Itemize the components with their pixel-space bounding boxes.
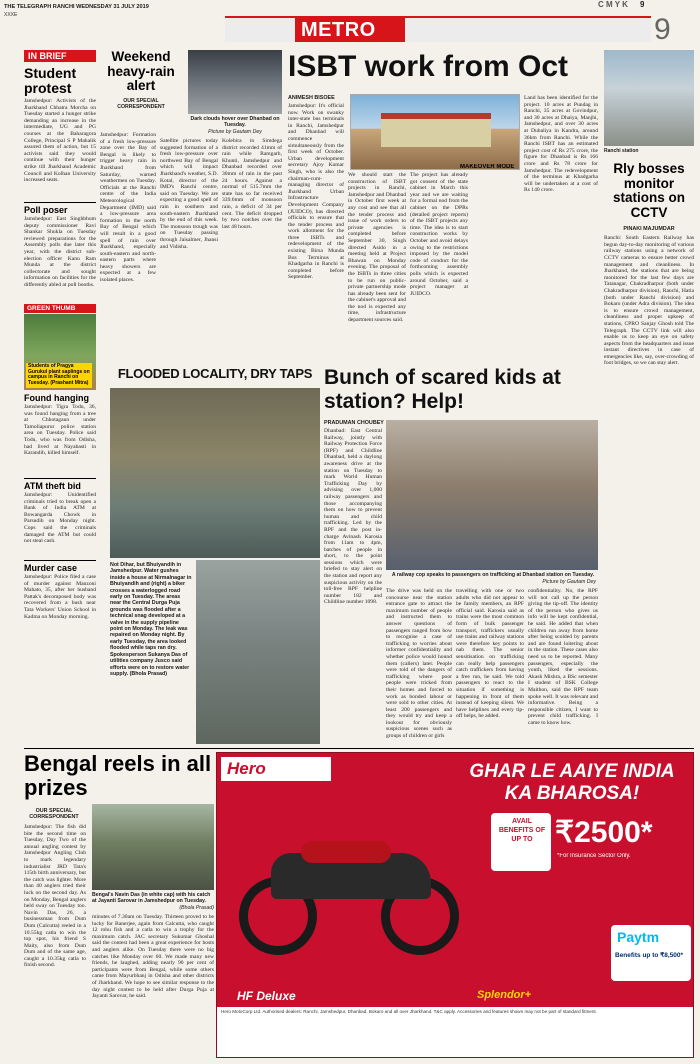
atm-theft-title: ATM theft bid <box>24 481 81 491</box>
murder-case-title: Murder case <box>24 563 78 573</box>
bike-model: HF Deluxe <box>237 989 296 1003</box>
offer-note: *For Insurance Sector Only. <box>557 853 631 859</box>
weekend-rain-photo-credit: Picture by Gautam Dey <box>208 129 262 135</box>
isbt-byline: ANIMESH BISOEE <box>288 95 335 101</box>
hero-brand: Hero <box>227 759 266 778</box>
terminal-building <box>381 113 491 147</box>
rly-photo-caption: Ranchi station <box>604 148 639 154</box>
isbt-body-4: Land has been identified for the project. 10 acres at Pundag in Ranchi, 35 acres at Govindpur, and 30 acres at Dhaiya, Manjhi, Jamshedpur, and over 30 acres at Dubaliya in Kandra, around 36km from Ranchi. While the Ranchi ISBT has an estimated project cost of Rs 275 crore, the figure for Dhanbad is Rs 166 crore and Rs 78 crore for Jamshedpur. The redevelopment of the terminus at Khadgarha will be undertaken at a cost of Rs 140 crore. <box>524 95 598 194</box>
ad-fine-print: Hero MotoCorp Ltd. Authorised dealers: Ranchi, Jamshedpur, Dhanbad, Bokaro and all over Jharkhand. T&C apply. Accessories and features shown may not be part of standard fitment. <box>221 1009 597 1014</box>
bunch-body-2: The drive was held on the concourse near the station entrance gate to attract the maximum number of people and instructed them to answer questions of passengers ranged from how to recognise a case of trafficking to worries about informer confidentiality and whether police would hound them (callers) later. People were told of the dangers of trafficking where poor people were tricked from their homes and forced to work as bonded labour or were sold to other cities. At least 200 passengers and they would try and keep a lookout for obviously suspicious scenes such as groups of children or girls <box>386 588 452 740</box>
masthead-dateline: THE TELEGRAPH RANCHI WEDNESDAY 31 JULY 2019 <box>4 4 149 10</box>
divider <box>24 202 96 203</box>
bunch-photo-caption: A railway cop speaks to passengers on trafficking at Dhanbad station on Tuesday. <box>391 572 595 578</box>
weekend-rain-byline: OUR SPECIAL CORRESPONDENT <box>117 97 165 110</box>
weekend-rain-title: Weekend heavy-rain alert <box>107 50 175 93</box>
flooded-photo-2 <box>196 560 320 744</box>
bengal-reels-photo-caption: Bengal's Navin Das (in white cap) with his catch at Jayanti Sarovar in Jamshedpur on Tuesday. <box>92 892 211 905</box>
section-divider <box>24 748 694 749</box>
bengal-reels-title: Bengal reels in all prizes <box>24 752 212 800</box>
bunch-story <box>324 366 600 746</box>
isbt-photo-label: MAKEOVER MODE <box>460 164 515 170</box>
murder-case-body: Jamshedpur: Police filed a case of murder against Manzoni Mahato, 35, after her husband Pattak's decomposed body was recovered from a bush near Tata Workers' Union School in Kadma on Monday morning. <box>24 574 96 620</box>
offer-amount: ₹2500* <box>555 816 653 849</box>
green-thumb-caption: Students of Pragya Gurukul plant saplings on campus in Ranchi on Tuesday. (Prashant Mitra) <box>26 363 92 388</box>
bengal-reels-story <box>24 752 216 1058</box>
rly-bosses-byline: PINAKI MAJUMDAR <box>623 226 675 233</box>
isbt-body-2: We should start the construction of ISBT projects in Ranchi, Jamshedpur and Dhanbad in October first week at any cost and see that all the tender process and issue of work orders to private agencies is completed before September 30, Singh directed Asido in a meeting held at Project Bhawan on Monday evening. The proposal of the ISBTs in three cities to be run on public-private partnership mode has already been sent for the cabinet's approval and the nod is expected any time, infrastructure department sources said. <box>348 172 406 324</box>
bunch-byline: PRADUMAN CHOUBEY <box>324 420 384 426</box>
flooded-caption: Not Dihar, but Bhuiyandih in Jamshedpur. Water gushes inside a house at Nirmalnagar in Bhuiyandih and (right) a biker crosses a waterlogged road early on Tuesday. The areas near the Central Durga Puja grounds was flooded after a technical snag developed at a valve in the supply pipeline point on Monday. The leak was repaired on Monday night. By early Tuesday, the area looked flooded while taps ran dry. Spokesperson Sukanya Das of utilities company Jusco said efforts were on to restore water supply. (Bhola Prasad) <box>110 562 192 677</box>
bengal-reels-byline: OUR SPECIAL CORRESPONDENT <box>29 808 79 820</box>
bengal-reels-photo <box>92 804 214 890</box>
weekend-rain-photo-caption: Dark clouds hover over Dhanbad on Tuesday. <box>190 116 280 129</box>
rly-bosses-story <box>604 50 694 744</box>
top-page-number: 9 <box>640 0 645 9</box>
bengal-reels-body-2: minutes of 7.30am on Tuesday. Thirteen proved to be lucky for Banerjee, again from Calcutta, who caught 12 rohu fish and a catla to win a trophy for the maximum catch. JAC secretary Sukumar Ghoshal said the contest had been a great experience for hosts and anglers alike. On Tuesday there were no big catches like Monday over 60. We made many new friends, he laughed, adding nearly 90 per cent of participants were from Bengal, while some others came from Mayurbhanj in Odisha and other districts of Jharkhand. We hope to see similar response to the day night contest to be held after Durga Puja at Jayanti Sarovar, he said. <box>92 914 214 1000</box>
flooded-story <box>110 366 320 744</box>
bunch-body-3: travelling with one or two adults who did not appear to be family members, an RPF official said. Karosia said as trains were the most common form of bulk passenger transport, traffickers usually use trains and railway stations were therefore key points to nab them. The senior sensitisation on trafficking can really help passengers catch traffickers from having a free run, he said. We told passengers to react to the situation if something is happening in front of them instead of keeping silent. We have helplines and every tip-off helps, he added. <box>456 588 524 720</box>
weekend-rain-story <box>100 50 282 364</box>
in-brief-column <box>24 50 96 744</box>
divider <box>24 560 96 561</box>
page-number: 9 <box>654 13 671 46</box>
student-protest-title: Student protest <box>24 65 77 96</box>
paytm-logo: Paytm <box>617 929 660 945</box>
paytm-offer: Benefits up to ₹8,500* <box>615 952 684 959</box>
isbt-story <box>288 50 600 364</box>
found-hanging-title: Found hanging <box>24 393 89 403</box>
bunch-photo <box>386 420 598 570</box>
flooded-title: FLOODED LOCALITY, DRY TAPS <box>117 366 313 381</box>
isbt-body-3: The project has already got consent of the state cabinet in March this year and we are waiting for a formal nod from the cabinet on the DPRs (detailed project reports) of the ISBT projects any time. The idea is to start construction works by October and avoid delays owing to the restrictions imposed by the model code of conduct for the forthcoming assembly polls which is expected around October, said a project manager at JUIDCO. <box>410 172 468 297</box>
bike-model-2: Splendor+ <box>477 989 532 1001</box>
section-band <box>225 16 651 42</box>
rly-bosses-title: Rly bosses monitor stations on CCTV <box>612 161 685 220</box>
poll-poser-body: Jamshedpur: East Singhbhum deputy commissioner Ravi Shankar Shukla on Tuesday reviewed preparations for the Assembly polls due later this year, with the district sub-election officer Kanu Ram Munda at the district collectorate and sought information on facilities for the differently abled at poll booths. <box>24 216 96 288</box>
bike-tank <box>301 841 391 863</box>
bunch-body-1: Dhanbad: East Central Railway, jointly with Railway Protection Force (RPF) and Childline Dhanbad, held a daylong awareness drive at the station on Tuesday to mark World Human Trafficking Day by advising over 1,000 railway passengers and those accompanying them on how to prevent human and child trafficking. Led by the RPF and the post in-charge Avinash Karosia from 11am to 4pm, batches of people in short, to the point sessions which were briefed to stay alert on the station and report any suspicious activity on the toll-free RPF helpline number 182 and Childline number 1098. <box>324 428 382 606</box>
rly-photo <box>604 50 694 146</box>
found-hanging-body: Jamshedpur: Tigra Todu, 36, was found hanging from a tree at Chhotagaun under Tamoliapurur police station area on Tuesday. Police said Todu, who was from Odisha, had lived at Nayabasti in Karandih, killed himself. <box>24 404 96 457</box>
edition-code: XXXE <box>4 12 18 18</box>
bunch-body-4: confidentiality. No, the RPF will not call up the person giving the tip-off. The identity of the person who gives us info will be kept confidential, he said. He added that when children run away from home after being scolded by parents and are found loitering about in the station. These cases also need us to be reported. Many passengers, especially the youth, liked the sessions. Akash Mishra, a BSc semester I student of BSK College Maithon, said the RPF team spoke well. It was relevant and informative. Being a responsible citizen, I want to prevent child trafficking. I came to know how. <box>528 588 598 726</box>
flooded-photo-1 <box>110 388 320 558</box>
green-thumb-label: GREEN THUMB <box>24 304 96 313</box>
atm-theft-body: Jamshedpur: Unidentified criminals tried to break open a Bank of India ATM at Bowangarda Chowk in Parsudih on Monday night. Cops said the criminals damaged the ATM but could not steal cash. <box>24 492 96 545</box>
green-thumb-photo <box>24 314 96 390</box>
avail-text: AVAIL BENEFITS OF UP TO <box>498 818 546 843</box>
bengal-reels-photo-credit: (Bhola Prasad) <box>179 905 214 911</box>
in-brief-label: IN BRIEF <box>24 50 96 62</box>
isbt-body-1: Jamshedpur: It's official now. Work on swanky inter-state bus terminals in Ranchi, Jamshedpur and Dhanbad will commence simultaneously from the first week of October. Urban development secretary Ajoy Kumar Singh, who is also the chairman-cum-managing director of Jharkhand Urban Infrastructure Development Company (JUIDCO), has directed officials to ensure that the tender process and work allotment for the three ISBTs and redevelopment of the existing Birsa Munda Bus Terminus at Khadgarha in Ranchi is completed before September. <box>288 103 344 281</box>
divider <box>24 478 96 479</box>
isbt-title: ISBT work from Oct <box>288 50 569 83</box>
cmyk-marks: C M Y K <box>598 0 628 9</box>
student-protest-body: Jamshedpur: Activists of the Jharkhand Chhatra Morcha on Tuesday started a hunger strike demanding an increase in the intermediate, UG and PG courses at the Baharagora College, Principal S P Mahalik assured them of action, but 15 activists said they would continue with their hunger strike till Jharkhand Academic Council and Kolhan University increased seats. <box>24 98 96 184</box>
isbt-photo <box>350 94 520 170</box>
weekend-rain-body-2: Satellite pictures today suggested formation of a fresh low-pressure over northwest Bay of Bengal which will impact Jharkhand's weather, S.D. Kotal, director of the IMD's Ranchi centre, said on Tuesday. We are expecting a good spell of rain in southern and south-eastern Jharkhand by the end of this week. The monsoon trough was on Tuesday passing through Jaisalmer, Jhansi and Vidisha. <box>160 138 218 250</box>
section-title: METRO <box>301 19 376 41</box>
weekend-rain-photo <box>188 50 282 114</box>
hero-advert <box>216 752 694 1058</box>
bunch-title: Bunch of scared kids at station? Help! <box>324 366 561 413</box>
ad-headline: GHAR LE AAIYE INDIA KA BHAROSA! <box>469 761 675 804</box>
dealer-strip <box>217 1007 693 1057</box>
bunch-photo-credit: Picture by Gautam Dey <box>542 579 596 585</box>
weekend-rain-body-1: Jamshedpur: Formation of a fresh low-pressure zone over the Bay of Bengal is likely to trigger heavy rain in Jharkhand from Saturday, warned weathermen on Tuesday. Officials at the Ranchi centre of the India Meteorological Department (IMD) said a low-pressure area formation in the north Bay of Bengal which will result in a good spell of rain over Jharkhand, especially south-eastern and north-eastern parts where heavy showers are expected at a few isolated places. <box>100 132 156 284</box>
motorcycle-image <box>231 793 461 983</box>
rly-bosses-body: Ranchi: South Eastern Railway has begun day-to-day monitoring of various railway stations using a network of CCTV cameras to ensure better crowd management and cleanliness. In Jharkhand, the stations that are being monitored for the last few days are Tatanagar, Chakradharpur (both under Chakradharpur division), Ranchi, Hatia (both under Ranchi division) and Bokaro (under Adra division). The idea is to ensure crowd management, cleanliness and proper upkeep of stations, CPRO Sanjay Ghosh told The Telegraph. The CCTV link will also enable us to keep an eye on safety aspects from the headquarters and issue instant directives in case of emergencies like, say, over-crowding of foot bridges, so we can stay alert. <box>604 235 694 367</box>
poll-poser-title: Poll poser <box>24 205 68 215</box>
bengal-reels-body-1: Jamshedpur: The fish did bite the second time on Tuesday, Day Two of the annual angling contest by Jamshedpur Angling Club to mark legendary industrialist JRD Tata's 115th birth anniversary, but the catch was lighter. More than 40 anglers tried their luck on the second day. As on Monday, Bengal anglers held sway on Tuesday too. Navin Das, 26, a businessman from Dum Dum (Calcutta) reeled in a 10.55kg catla to win the top spot, his friend S Maity, also from Dum Dum and of the same age, caught a 10.35kg catla to finish second. <box>24 824 86 969</box>
weekend-rain-body-3: Kolebira in Simdega district recorded 41mm of rain while Ramgarh, Khunti, Jamshedpur and Dhanbad recorded over 30mm of rain in the past 24 hours. Against a normal of 515.7mm the state has so far received 339.6mm of monsoon rain, a deficit of 34 per cent. The deficit dropped by two notches over the last 48 hours. <box>222 138 282 230</box>
